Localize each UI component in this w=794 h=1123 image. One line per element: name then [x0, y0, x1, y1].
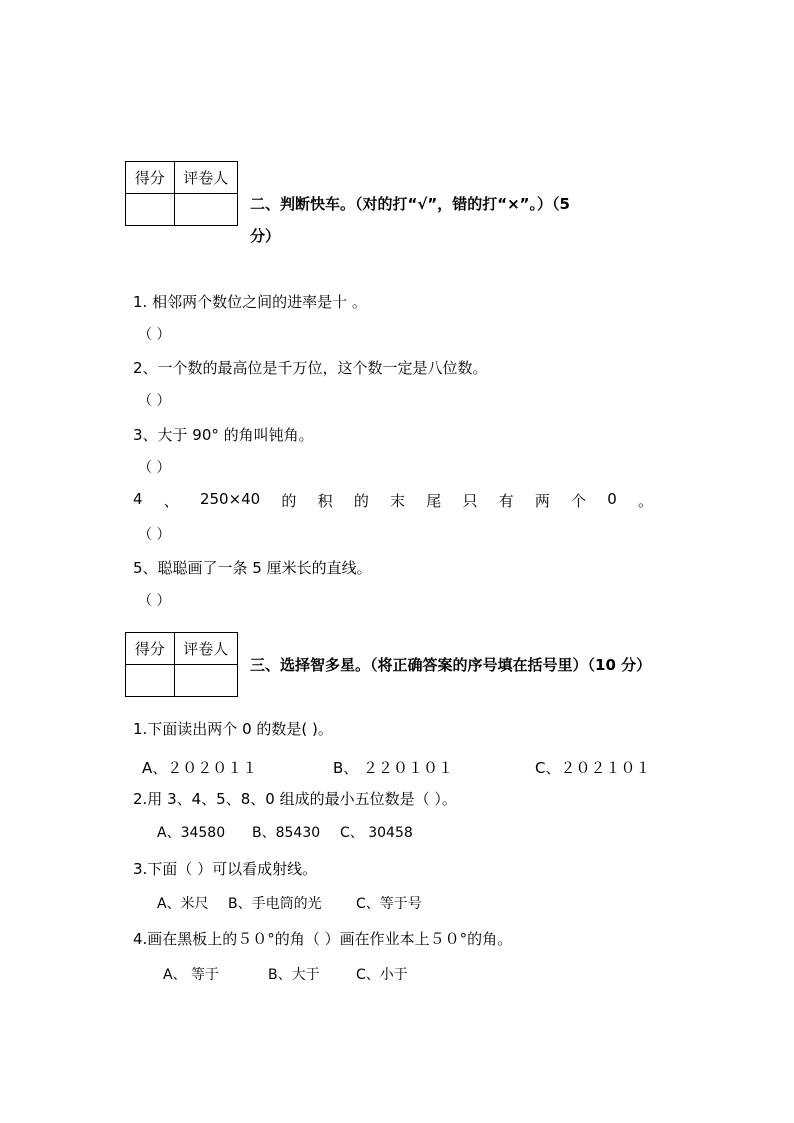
- grader-label: 评卷人: [174, 633, 237, 665]
- judge-answer-2[interactable]: （ ）: [138, 393, 171, 409]
- judge-item-4: [133, 490, 653, 511]
- judge-item-4-token: 只: [462, 492, 478, 510]
- choice-option-2a[interactable]: A、34580: [157, 825, 226, 841]
- score-cell[interactable]: [126, 665, 175, 697]
- grader-cell[interactable]: [174, 194, 237, 226]
- choice-option-3a[interactable]: A、米尺: [157, 896, 209, 912]
- section2-title-line2: 分）: [250, 227, 281, 245]
- grader-label: 评卷人: [174, 162, 237, 194]
- score-label: 得分: [126, 162, 175, 194]
- judge-answer-4[interactable]: （ ）: [138, 527, 171, 543]
- section3-title: 三、选择智多星。（将正确答案的序号填在括号里）（10 分）: [250, 656, 652, 674]
- choice-option-4b[interactable]: B、大于: [268, 967, 320, 983]
- judge-item-2: 2、一个数的最高位是千万位，这个数一定是八位数。: [133, 359, 488, 377]
- score-box-section3: [125, 632, 238, 697]
- judge-item-1: 1. 相邻两个数位之间的进率是十 。: [133, 293, 367, 311]
- judge-item-4-token: 0: [607, 490, 617, 508]
- choice-option-4c[interactable]: C、小于: [356, 967, 408, 983]
- choice-option-3b[interactable]: B、手电筒的光: [228, 896, 322, 912]
- choice-option-1b[interactable]: B、 ２２０１０１: [333, 759, 454, 777]
- choice-option-1a[interactable]: A、２０２０１１: [142, 759, 258, 777]
- choice-option-2c[interactable]: C、 30458: [340, 825, 413, 841]
- judge-item-4-token: 尾: [426, 492, 442, 510]
- choice-question-1: 1.下面读出两个 0 的数是( )。: [133, 720, 333, 738]
- judge-item-4-token: 的: [353, 492, 369, 510]
- judge-item-4-token: 250×40: [199, 490, 261, 508]
- choice-option-3c[interactable]: C、等于号: [356, 896, 422, 912]
- choice-question-3: 3.下面（ ）可以看成射线。: [133, 860, 318, 878]
- choice-option-1c[interactable]: C、２０２１０１: [535, 759, 651, 777]
- grader-cell[interactable]: [174, 665, 237, 697]
- judge-item-4-token: 个: [571, 492, 587, 510]
- judge-item-5: 5、聪聪画了一条 5 厘米长的直线。: [133, 559, 372, 577]
- judge-item-4-token: 积: [317, 492, 333, 510]
- judge-item-4-token: 4: [133, 490, 143, 508]
- judge-item-4-token: 。: [637, 492, 653, 510]
- judge-item-4-token: 两: [534, 492, 550, 510]
- judge-item-3: 3、大于 90° 的角叫钝角。: [133, 426, 314, 444]
- judge-answer-1[interactable]: （ ）: [138, 327, 171, 343]
- choice-option-2b[interactable]: B、85430: [252, 825, 321, 841]
- score-cell[interactable]: [126, 194, 175, 226]
- score-box-section2: [125, 161, 238, 226]
- choice-question-2: 2.用 3、4、5、8、0 组成的最小五位数是（ ）。: [133, 790, 457, 808]
- judge-answer-5[interactable]: （ ）: [138, 593, 171, 609]
- choice-option-4a[interactable]: A、 等于: [163, 967, 220, 983]
- judge-item-4-token: 末: [390, 492, 406, 510]
- judge-item-4-token: 的: [281, 492, 297, 510]
- section2-title-line1: 二、判断快车。（对的打“√”，错的打“×”。）（5: [250, 195, 570, 213]
- choice-question-4: 4.画在黑板上的５０°的角（ ）画在作业本上５０°的角。: [133, 930, 513, 948]
- score-label: 得分: [126, 633, 175, 665]
- judge-item-4-token: 、: [163, 492, 179, 510]
- judge-answer-3[interactable]: （ ）: [138, 460, 171, 476]
- judge-item-4-token: 有: [498, 492, 514, 510]
